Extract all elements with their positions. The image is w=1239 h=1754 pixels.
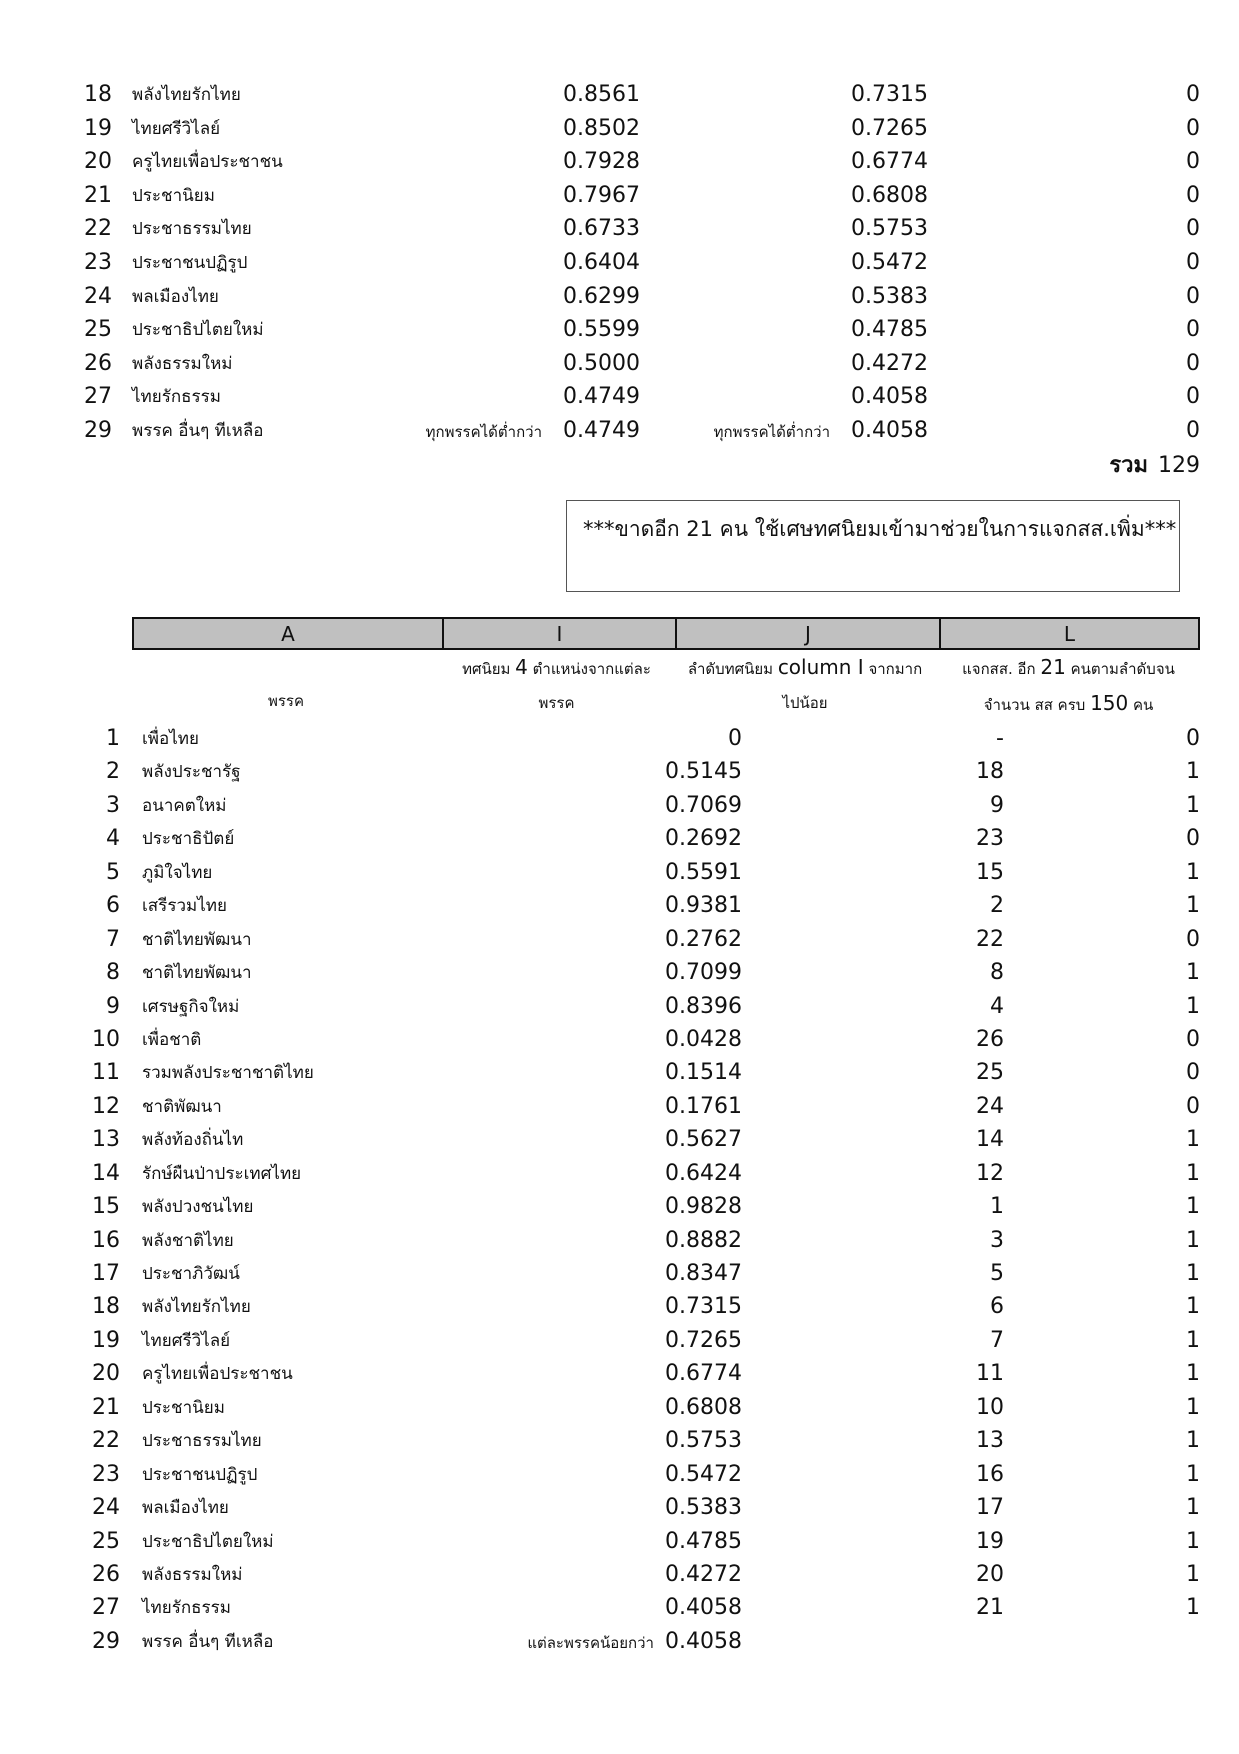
header-allocation-text: แจกสส. อีก <box>962 660 1041 678</box>
party-name: ครูไทยเพื่อประชาชน <box>132 152 283 173</box>
table-row <box>80 956 1200 989</box>
rank-value: 24 <box>976 1093 1004 1119</box>
decimal-value: 0.5591 <box>665 859 742 885</box>
party-name: พลังไทยรักไทย <box>132 85 241 105</box>
rank-value: 16 <box>976 1461 1004 1487</box>
row-number: 2 <box>106 759 120 785</box>
table-row <box>80 990 1200 1023</box>
row-number: 18 <box>92 1294 120 1320</box>
table-row <box>80 380 1200 414</box>
allocation-value: 1 <box>1186 1561 1200 1587</box>
row-number: 27 <box>92 1595 120 1621</box>
value-2: 0.6808 <box>851 182 928 208</box>
row-number: 23 <box>92 1461 120 1487</box>
decimal-value: 0.5627 <box>665 1127 742 1153</box>
header-allocation-text: คน <box>1128 696 1154 714</box>
table-row <box>80 889 1200 922</box>
allocation-value: 1 <box>1186 1160 1200 1186</box>
header-decimal-num: 4 <box>515 655 528 679</box>
row-number: 16 <box>92 1227 120 1253</box>
value-1: 0.5599 <box>563 317 640 343</box>
decimal-value: 0.4058 <box>665 1595 742 1621</box>
decimal-value: 0.4058 <box>665 1628 742 1654</box>
party-name: เศรษฐกิจใหม่ <box>142 996 240 1017</box>
table-row <box>80 1357 1200 1390</box>
rank-value: 18 <box>976 759 1004 785</box>
top-table <box>80 78 1200 448</box>
table-row <box>80 1090 1200 1123</box>
decimal-value: 0.1514 <box>665 1060 742 1086</box>
allocation-value: 1 <box>1186 893 1200 919</box>
header-decimal-text: ทศนิยม <box>462 660 516 678</box>
decimal-value: 0.5145 <box>665 759 742 785</box>
party-name: พลังชาติไทย <box>142 1230 234 1251</box>
allocation-value: 1 <box>1186 1194 1200 1220</box>
decimal-value: 0.7265 <box>665 1327 742 1353</box>
decimal-value: 0 <box>728 726 742 751</box>
party-name: ไทยศรีวิไลย์ <box>132 118 221 139</box>
party-name: พลังท้องถิ่นไท <box>142 1130 244 1151</box>
table-row <box>80 179 1200 213</box>
decimal-value: 0.5472 <box>665 1461 742 1487</box>
header-party-label: พรรค <box>267 692 305 710</box>
row-number: 15 <box>92 1194 120 1220</box>
table-row <box>80 1056 1200 1089</box>
rank-value: 14 <box>976 1127 1004 1153</box>
value-3: 0 <box>1186 115 1200 141</box>
party-name: ประชาธิปไตยใหม่ <box>142 1531 274 1552</box>
rank-value: 1 <box>990 1194 1004 1220</box>
value-3: 0 <box>1186 350 1200 376</box>
value-2: 0.5383 <box>851 283 928 309</box>
row-number: 25 <box>92 1528 120 1554</box>
rank-value: 4 <box>990 993 1004 1019</box>
party-name: อนาคตใหม่ <box>142 795 227 816</box>
party-name: เสรีรวมไทย <box>142 896 227 917</box>
party-name: พลเมืองไทย <box>142 1498 229 1519</box>
value-2: 0.7315 <box>851 82 928 107</box>
header-rank-text: ลำดับทศนิยม <box>687 660 778 678</box>
allocation-value: 1 <box>1186 1127 1200 1153</box>
rank-value: 2 <box>990 893 1004 919</box>
rank-value: 26 <box>976 1026 1004 1052</box>
header-rank-column: column I <box>777 655 864 679</box>
table-row <box>80 347 1200 381</box>
rank-value: 19 <box>976 1528 1004 1554</box>
party-name: ประชาชนปฏิรูป <box>142 1464 258 1485</box>
table-row <box>80 789 1200 822</box>
row-number: 27 <box>84 384 112 410</box>
decimal-value: 0.5753 <box>665 1428 742 1454</box>
value-1: 0.8502 <box>563 115 640 141</box>
row-number: 12 <box>92 1093 120 1119</box>
rank-value: 10 <box>976 1394 1004 1420</box>
header-allocation-text: คนตามลำดับจน <box>1065 660 1175 678</box>
table-row <box>80 1290 1200 1323</box>
party-name: พลังธรรมใหม่ <box>142 1564 243 1585</box>
table-row <box>80 1424 1200 1457</box>
value-2: 0.4785 <box>851 317 928 343</box>
table-row <box>80 1391 1200 1424</box>
party-name: พลเมืองไทย <box>132 286 219 307</box>
allocation-value: 0 <box>1186 1093 1200 1119</box>
row-number: 19 <box>92 1327 120 1353</box>
row-number: 9 <box>106 993 120 1019</box>
party-name: ไทยศรีวิไลย์ <box>142 1330 231 1351</box>
party-name: ประชาธรรมไทย <box>142 1431 262 1452</box>
table-row-others <box>80 414 1200 448</box>
table-row <box>80 1224 1200 1257</box>
header-allocation-num: 21 <box>1040 655 1066 679</box>
value-3: 0 <box>1186 182 1200 208</box>
table-row <box>80 1324 1200 1357</box>
party-name: รักษ์ผืนป่าประเทศไทย <box>142 1163 302 1184</box>
table-row <box>80 923 1200 956</box>
value-2: 0.4058 <box>851 384 928 410</box>
value-1: 0.7928 <box>563 149 640 175</box>
total-value: 129 <box>1158 453 1200 478</box>
row-number: 29 <box>84 417 112 443</box>
value-3: 0 <box>1186 283 1200 309</box>
rank-value: 3 <box>990 1227 1004 1253</box>
party-name: ครูไทยเพื่อประชาชน <box>142 1364 293 1385</box>
table-row <box>80 822 1200 855</box>
header-decimal <box>440 650 673 720</box>
rank-value: 20 <box>976 1561 1004 1587</box>
decimal-value: 0.0428 <box>665 1026 742 1052</box>
row-number: 26 <box>92 1561 120 1587</box>
allocation-value: 1 <box>1186 1361 1200 1387</box>
allocation-value: 1 <box>1186 1528 1200 1554</box>
table-row <box>80 1458 1200 1491</box>
allocation-value: 1 <box>1186 1294 1200 1320</box>
value-1: 0.5000 <box>563 350 640 376</box>
row-number: 3 <box>106 792 120 818</box>
row-number: 29 <box>92 1628 120 1654</box>
bottom-table <box>80 722 1200 1658</box>
table-row <box>80 145 1200 179</box>
table-row <box>80 112 1200 146</box>
value-2: 0.5753 <box>851 216 928 242</box>
allocation-value: 1 <box>1186 859 1200 885</box>
header-rank-line2: ไปน้อย <box>782 694 828 712</box>
row-number: 24 <box>92 1495 120 1521</box>
party-name: ไทยรักธรรม <box>142 1598 231 1619</box>
note-box <box>566 500 1180 592</box>
value-2: 0.4272 <box>851 350 928 376</box>
value-3: 0 <box>1186 249 1200 275</box>
table-row <box>80 856 1200 889</box>
decimal-value: 0.8347 <box>665 1261 742 1286</box>
row-number: 21 <box>92 1394 120 1420</box>
party-name: พลังธรรมใหม่ <box>132 353 233 374</box>
rank-value: 22 <box>976 926 1004 952</box>
decimal-value: 0.6424 <box>665 1160 742 1186</box>
row-number: 20 <box>92 1361 120 1387</box>
value-3: 0 <box>1186 317 1200 343</box>
value-3: 0 <box>1186 82 1200 107</box>
row-number: 14 <box>92 1160 120 1186</box>
header-allocation-num: 150 <box>1090 691 1129 715</box>
party-name: ประชาธิปัตย์ <box>142 829 235 850</box>
rank-value: - <box>996 726 1004 751</box>
row-number: 13 <box>92 1127 120 1153</box>
decimal-value: 0.9828 <box>665 1194 742 1220</box>
table-row <box>80 1157 1200 1190</box>
rank-value: 9 <box>990 792 1004 818</box>
allocation-value: 1 <box>1186 1227 1200 1253</box>
rank-value: 17 <box>976 1495 1004 1521</box>
value-1: 0.6733 <box>563 216 640 242</box>
allocation-value: 0 <box>1186 1060 1200 1086</box>
table-row <box>80 280 1200 314</box>
value-3: 0 <box>1186 417 1200 443</box>
row-number: 26 <box>84 350 112 376</box>
party-name: เพื่อไทย <box>142 729 199 749</box>
column-letter-i: I <box>442 619 675 648</box>
header-allocation <box>937 650 1200 722</box>
allocation-value: 0 <box>1186 1026 1200 1052</box>
rank-value: 7 <box>990 1327 1004 1353</box>
table-row <box>80 1491 1200 1524</box>
rank-value: 23 <box>976 826 1004 852</box>
row-number: 5 <box>106 859 120 885</box>
row-number: 4 <box>106 826 120 852</box>
rank-value: 12 <box>976 1160 1004 1186</box>
row-number: 22 <box>92 1428 120 1454</box>
decimal-value: 0.4272 <box>665 1561 742 1587</box>
row-number: 19 <box>84 115 112 141</box>
table-row <box>80 1591 1200 1624</box>
value-1: 0.8561 <box>563 82 640 107</box>
allocation-value: 0 <box>1186 726 1200 751</box>
allocation-value: 1 <box>1186 960 1200 986</box>
table-row <box>80 78 1200 112</box>
party-name: พลังปวงชนไทย <box>142 1197 254 1218</box>
party-name: พรรค อื่นๆ ทีเหลือ <box>132 420 264 441</box>
party-name: พลังประชารัฐ <box>142 762 241 783</box>
table-row <box>80 1190 1200 1223</box>
decimal-value: 0.5383 <box>665 1495 742 1521</box>
value-1: 0.7967 <box>563 182 640 208</box>
row-number: 17 <box>92 1261 120 1286</box>
decimal-value: 0.2692 <box>665 826 742 852</box>
value-3: 0 <box>1186 384 1200 410</box>
row-number: 6 <box>106 893 120 919</box>
allocation-value: 1 <box>1186 792 1200 818</box>
allocation-value: 1 <box>1186 1461 1200 1487</box>
value-2-note: ทุกพรรคได้ต่ำกว่า <box>713 422 830 441</box>
decimal-value: 0.2762 <box>665 926 742 952</box>
table-row <box>80 1257 1200 1290</box>
table-row <box>80 246 1200 280</box>
allocation-value: 1 <box>1186 1595 1200 1621</box>
allocation-value: 1 <box>1186 1261 1200 1286</box>
party-name: ชาติไทยพัฒนา <box>142 929 252 950</box>
party-name: เพื่อชาติ <box>142 1029 202 1050</box>
party-name: ประชานิยม <box>132 185 215 206</box>
party-name: ประชาภิวัฒน์ <box>142 1264 240 1284</box>
party-name: ชาติพัฒนา <box>142 1096 222 1117</box>
allocation-value: 1 <box>1186 1394 1200 1420</box>
decimal-value: 0.7315 <box>665 1294 742 1320</box>
allocation-value: 1 <box>1186 759 1200 785</box>
row-number: 1 <box>106 726 120 751</box>
allocation-value: 1 <box>1186 993 1200 1019</box>
rank-value: 25 <box>976 1060 1004 1086</box>
table-row <box>80 313 1200 347</box>
header-rank <box>673 650 937 720</box>
allocation-value: 1 <box>1186 1495 1200 1521</box>
value-1-note: ทุกพรรคได้ต่ำกว่า <box>425 422 542 441</box>
decimal-value: 0.6808 <box>665 1394 742 1420</box>
table-row-others <box>80 1625 1200 1658</box>
party-name: พลังไทยรักไทย <box>142 1297 251 1318</box>
row-number: 22 <box>84 216 112 242</box>
value-1: 0.4749 <box>563 417 640 443</box>
total-label: รวม <box>1109 453 1148 478</box>
value-1: 0.6299 <box>563 283 640 309</box>
header-allocation-text: จำนวน สส ครบ <box>983 696 1091 714</box>
row-number: 8 <box>106 960 120 986</box>
table-row <box>80 1525 1200 1558</box>
row-number: 24 <box>84 283 112 309</box>
value-2: 0.7265 <box>851 115 928 141</box>
party-name: ประชาชนปฏิรูป <box>132 252 248 273</box>
rank-value: 8 <box>990 960 1004 986</box>
row-number: 20 <box>84 149 112 175</box>
row-number: 23 <box>84 249 112 275</box>
rank-value: 15 <box>976 859 1004 885</box>
header-party <box>132 684 440 718</box>
table-row <box>80 1023 1200 1056</box>
value-2: 0.5472 <box>851 249 928 275</box>
decimal-value: 0.6774 <box>665 1361 742 1387</box>
total-row <box>1109 447 1200 482</box>
decimal-value: 0.7099 <box>665 960 742 986</box>
rank-value: 13 <box>976 1428 1004 1454</box>
decimal-value: 0.8882 <box>665 1227 742 1253</box>
decimal-note: แต่ละพรรคน้อยกว่า <box>527 1633 654 1652</box>
header-decimal-line2: พรรค <box>538 694 575 712</box>
value-3: 0 <box>1186 149 1200 175</box>
column-letter-header <box>132 617 1200 650</box>
value-3: 0 <box>1186 216 1200 242</box>
decimal-value: 0.8396 <box>665 993 742 1019</box>
party-name: ภูมิใจไทย <box>142 862 213 883</box>
allocation-value: 0 <box>1186 826 1200 852</box>
decimal-value: 0.4785 <box>665 1528 742 1554</box>
row-number: 7 <box>106 926 120 952</box>
table-row <box>80 1558 1200 1591</box>
rank-value: 6 <box>990 1294 1004 1320</box>
decimal-value: 0.1761 <box>665 1093 742 1119</box>
allocation-value: 0 <box>1186 926 1200 952</box>
row-number: 25 <box>84 317 112 343</box>
party-name: ชาติไทยพัฒนา <box>142 963 252 984</box>
header-decimal-text: ตำแหน่งจากแต่ละ <box>527 660 651 678</box>
row-number: 10 <box>92 1026 120 1052</box>
table-row <box>80 755 1200 788</box>
note-text: ***ขาดอีก 21 คน ใช้เศษทศนิยมเข้ามาช่วยในการแจกสส.เพิ่ม*** <box>583 517 1177 541</box>
value-1: 0.4749 <box>563 384 640 410</box>
party-name: ไทยรักธรรม <box>132 387 221 408</box>
row-number: 21 <box>84 182 112 208</box>
column-letter-l: L <box>939 619 1198 648</box>
table-row <box>80 1123 1200 1156</box>
rank-value: 11 <box>976 1361 1004 1387</box>
party-name: ประชาธรรมไทย <box>132 219 252 240</box>
allocation-value: 1 <box>1186 1428 1200 1454</box>
row-number: 18 <box>84 82 112 107</box>
value-1: 0.6404 <box>563 249 640 275</box>
column-letter-j: J <box>675 619 939 648</box>
rank-value: 5 <box>990 1261 1004 1286</box>
table-row <box>80 722 1200 755</box>
header-rank-text: จากมาก <box>863 660 923 678</box>
decimal-value: 0.7069 <box>665 792 742 818</box>
party-name: พรรค อื่นๆ ทีเหลือ <box>142 1631 274 1652</box>
decimal-value: 0.9381 <box>665 893 742 919</box>
column-letter-a: A <box>281 621 295 646</box>
rank-value: 21 <box>976 1595 1004 1621</box>
allocation-value: 1 <box>1186 1327 1200 1353</box>
party-name: รวมพลังประชาชาติไทย <box>142 1063 314 1084</box>
table-row <box>80 212 1200 246</box>
row-number: 11 <box>92 1060 120 1086</box>
party-name: ประชานิยม <box>142 1397 225 1418</box>
value-2: 0.6774 <box>851 149 928 175</box>
value-2: 0.4058 <box>851 417 928 443</box>
party-name: ประชาธิปไตยใหม่ <box>132 320 264 341</box>
